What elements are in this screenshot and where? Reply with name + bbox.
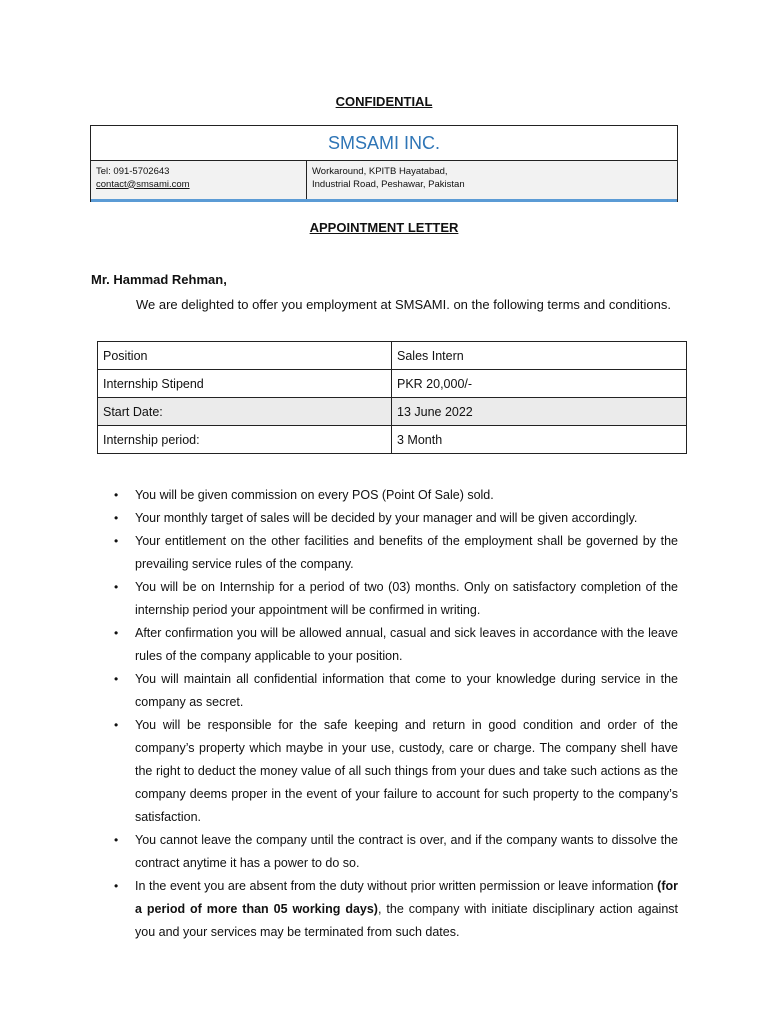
table-row xyxy=(98,426,687,454)
term-value: Sales Intern xyxy=(392,342,687,370)
term-value: 13 June 2022 xyxy=(392,398,687,426)
address-line-2: Industrial Road, Peshawar, Pakistan xyxy=(312,178,465,190)
table-row xyxy=(98,398,687,426)
letterhead xyxy=(90,125,678,202)
term-label: Internship period: xyxy=(98,426,392,454)
salutation: Mr. Hammad Rehman, xyxy=(91,272,227,287)
phone-number: Tel: 091-5702643 xyxy=(96,166,170,177)
term-value: PKR 20,000/- xyxy=(392,370,687,398)
table-row xyxy=(98,342,687,370)
list-item: • You will be given commission on every POS (Point Of Sale) sold. xyxy=(135,484,678,507)
list-item: • After confirmation you will be allowed annual, casual and sick leaves in accordance with the leave rules of the company applicable to your position. xyxy=(135,622,678,668)
list-item: • You will be on Internship for a period of two (03) months. Only on satisfactory completion of the internship period your appointment will be confirmed in writing. xyxy=(135,576,678,622)
list-item: • You will be responsible for the safe keeping and return in good condition and order of the company’s property which maybe in your use, custody, care or charge. The company shell have the right to deduct the money value of all such things from your dues and take such actions as the company deems proper in the event of your failure to account for such property to the company’s satisfaction. xyxy=(135,714,678,829)
table-row xyxy=(98,370,687,398)
list-item: • Your monthly target of sales will be decided by your manager and will be given accordingly. xyxy=(135,507,678,530)
list-item-text: , the company with initiate disciplinary action against you and your services may be terminated from such dates. xyxy=(135,902,679,939)
intro-paragraph: We are delighted to offer you employment at SMSAMI. on the following terms and conditions. xyxy=(136,297,671,312)
term-label: Start Date: xyxy=(98,398,392,426)
list-item: • You cannot leave the company until the contract is over, and if the company wants to dissolve the contract anytime it has a power to do so. xyxy=(135,829,678,875)
address-line-1: Workaround, KPITB Hayatabad, xyxy=(312,166,448,177)
conditions-list xyxy=(135,484,678,944)
terms-table xyxy=(97,341,687,454)
confidential-heading: CONFIDENTIAL xyxy=(335,94,433,109)
contact-info xyxy=(91,161,307,199)
list-item: • You will maintain all confidential information that come to your knowledge during service in the company as secret. xyxy=(135,668,678,714)
company-name: SMSAMI INC. xyxy=(91,126,677,161)
term-label: Internship Stipend xyxy=(98,370,392,398)
address xyxy=(307,161,677,199)
list-item-text: In the event you are absent from the duty without prior written permission or leave information xyxy=(135,879,658,893)
letter-title: APPOINTMENT LETTER xyxy=(309,220,459,235)
list-item xyxy=(135,875,678,944)
contact-row xyxy=(91,161,677,202)
email-link[interactable]: contact@smsami.com xyxy=(96,178,190,190)
list-item: • Your entitlement on the other facilities and benefits of the employment shall be governed by the prevailing service rules of the company. xyxy=(135,530,678,576)
term-value: 3 Month xyxy=(392,426,687,454)
list-item-emphasis: (for a period of more than 05 working days) xyxy=(135,879,678,916)
term-label: Position xyxy=(98,342,392,370)
